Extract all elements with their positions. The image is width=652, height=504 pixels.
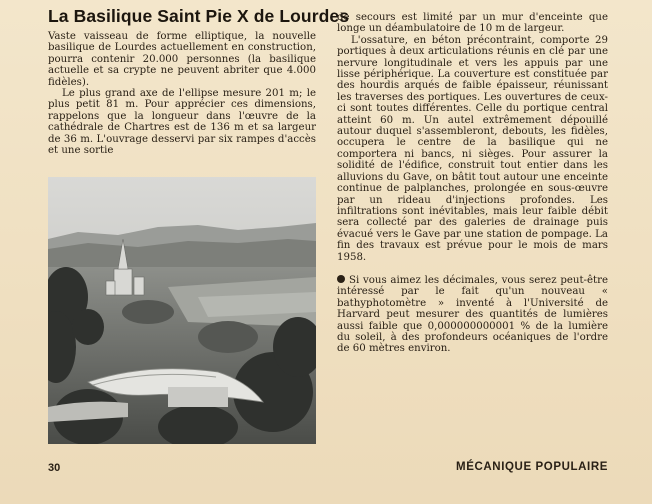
magazine-name: MÉCANIQUE POPULAIRE [456, 461, 608, 473]
bullet-icon [337, 275, 345, 283]
note-text: Si vous aimez les décimales, vous serez peut-être intéressé par le fait qu'un nouveau « bathyphotomètre » inventé à l'Université de Harvard peut mesurer des quantités de lumières aussi faible que 0,000000000001 % de la lumière du soleil, à des profondeurs océaniques de l'ordre de 60 mètres environ. [337, 274, 608, 355]
left-column [48, 31, 316, 156]
page-number: 30 [48, 462, 61, 474]
bathyphotometer-note [337, 275, 608, 355]
spacer [337, 263, 608, 275]
structure-paragraph: L'ossature, en béton précontraint, comporte 29 portiques à deux articulations réunis en clé par une nervure longitudinale et vers les appuis par une lisse périphérique. La couverture est constituée par des hourdis arqués de faible épaisseur, réunissant les traverses des portiques. Les ouvertures de ceux-ci sont toutes différentes. Celle du portique central atteint 60 m. Un autel extrêmement dépouillé autour duquel s'assembleront, debouts, les fidèles, occupera le centre de la basilique qui ne comportera ni bancs, ni sièges. Pour assurer la solidité de l'édifice, construit tout entier dans les alluvions du Gave, on bâtit tout autour une enceinte continue de palplanches, prolongée en sous-œuvre par un rideau d'injections profondes. Les infiltrations sont inévitables, mais leur faible débit sera collecté par des galeries de drainage puis évacué vers le Gave par une station de pompage. La fin des travaux est prévue pour le mois de mars 1958. [337, 34, 608, 263]
article-title: La Basilique Saint Pie X de Lourdes [48, 6, 350, 26]
continuation-paragraph: de secours est limité par un mur d'enceinte que longe un déambulatoire de 10 m de largeur. [337, 12, 608, 35]
intro-paragraph: Vaste vaisseau de forme elliptique, la nouvelle basilique de Lourdes actuellement en construction, pourra contenir 20.000 personnes (la basilique actuelle et sa crypte ne peuvent abriter que 4.000 fidèles). [48, 31, 316, 88]
dimensions-paragraph: Le plus grand axe de l'ellipse mesure 201 m; le plus petit 81 m. Pour apprécier ces dimensions, rappelons que la longueur dans l'œuvre de la cathédrale de Chartres est de 136 m et sa largeur de 36 m. L'ouvrage desservi par six rampes d'accès et une sortie [48, 88, 316, 157]
basilica-aerial-photo [48, 177, 316, 444]
right-column [337, 12, 608, 355]
